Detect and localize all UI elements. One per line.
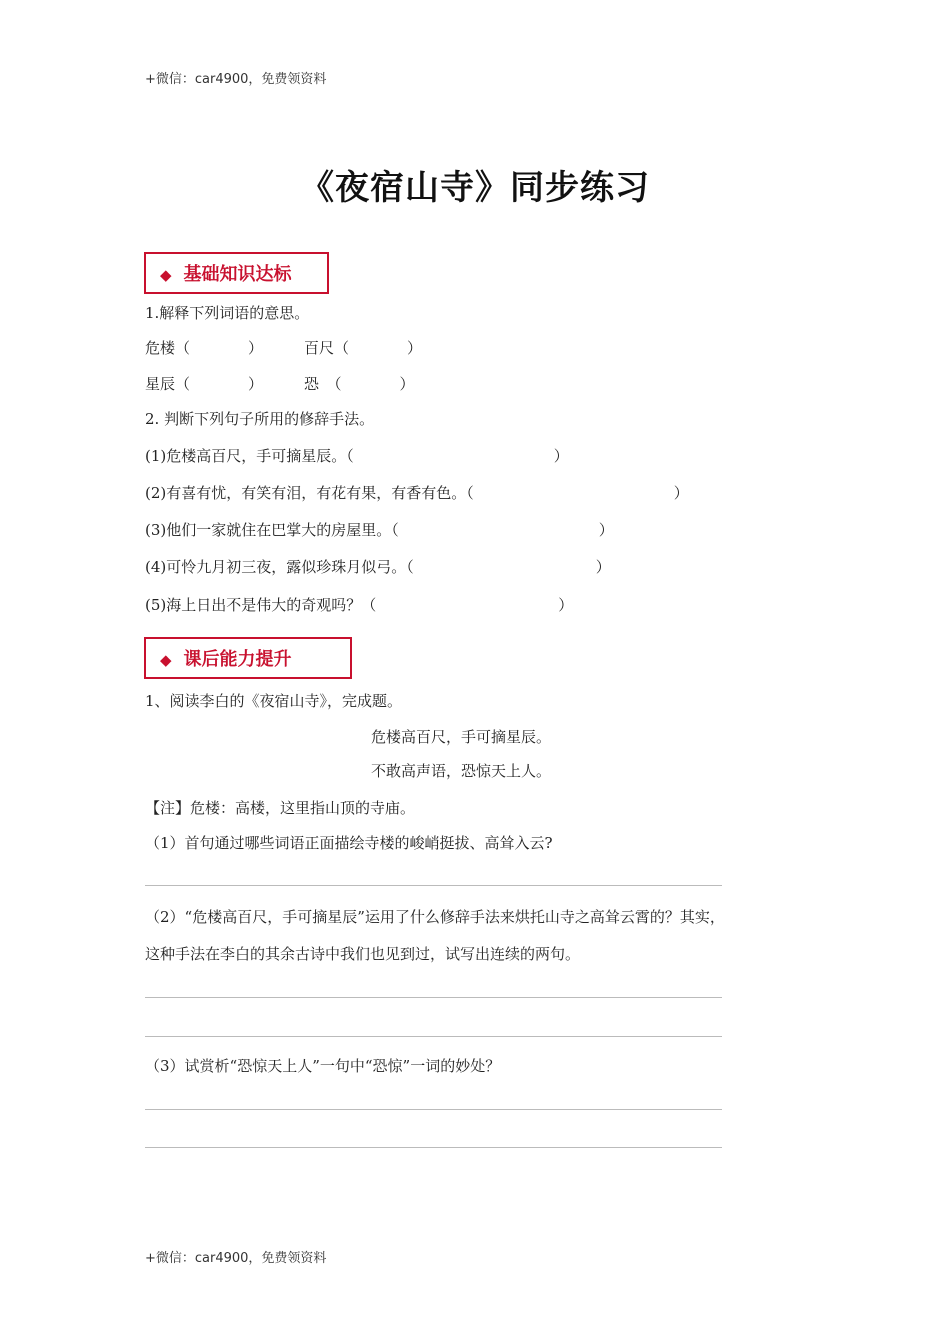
sub-question-3: （3）试赏析“恐惊天上人”一句中“恐惊”一词的妙处？ [145,1057,501,1075]
rhetoric-paren-end: ） [595,558,611,576]
vocab-paren-end: ） [248,375,264,393]
answer-line[interactable] [145,1036,722,1037]
rhetoric-paren-end: ） [598,521,614,539]
page-title: 《夜宿山寺》同步练习 [300,168,650,208]
sub-question-2-line-1: （2）“危楼高百尺，手可摘星辰”运用了什么修辞手法来烘托山寺之高耸云霄的？其实， [145,908,725,926]
vocab-word: 危楼（ [145,339,191,357]
answer-line[interactable] [145,997,722,998]
question-1-prompt: 1.解释下列词语的意思。 [145,304,310,322]
answer-line[interactable] [145,885,722,886]
watermark-top: +微信：car4900，免费领资料 [145,72,327,87]
poem-note [145,797,415,819]
rhetoric-text: (2)有喜有忧，有笑有泪，有花有果，有香有色。（ [145,484,474,502]
question-2-prompt: 2. 判断下列句子所用的修辞手法。 [145,410,375,428]
rhetoric-text: (3)他们一家就住在巴掌大的房屋里。（ [145,521,399,539]
rhetoric-text: (1)危楼高百尺，手可摘星辰。（ [145,447,354,465]
poem-line-2: 不敢高声语，恐惊天上人。 [371,762,552,780]
answer-line[interactable] [145,1109,722,1110]
rhetoric-paren-end: ） [558,596,574,614]
rhetoric-item-5 [145,594,573,616]
note-text: 危楼：高楼，这里指山顶的寺庙。 [190,799,416,817]
section-label: 基础知识达标 [183,264,292,285]
watermark-bottom: +微信：car4900，免费领资料 [145,1251,327,1266]
section-header-advanced [144,637,352,679]
rhetoric-paren-end: ） [673,484,689,502]
note-tag: 【注】 [145,799,191,817]
diamond-icon: ◆ [160,266,172,284]
section-label: 课后能力提升 [183,649,292,670]
rhetoric-item-1 [145,445,569,467]
poem-line-1: 危楼高百尺，手可摘星辰。 [371,728,552,746]
vocab-paren-end: ） [248,339,264,357]
rhetoric-item-3 [145,519,614,541]
rhetoric-item-2 [145,482,689,504]
rhetoric-text: (4)可怜九月初三夜，露似珍珠月似弓。（ [145,558,414,576]
vocab-word: 星辰（ [145,375,191,393]
rhetoric-text: (5)海上日出不是伟大的奇观吗？（ [145,596,377,614]
vocab-word: 恐 （ [304,375,342,393]
diamond-icon: ◆ [160,651,172,669]
reading-intro: 1、阅读李白的《夜宿山寺》，完成题。 [145,692,403,710]
section-header-basic [144,252,329,294]
rhetoric-item-4 [145,556,611,578]
vocab-word: 百尺（ [304,339,350,357]
vocab-item-baichi [304,337,422,359]
sub-question-2-line-2: 这种手法在李白的其余古诗中我们也见到过，试写出连续的两句。 [145,945,581,963]
answer-line[interactable] [145,1147,722,1148]
vocab-paren-end: ） [399,375,415,393]
vocab-paren-end: ） [407,339,423,357]
vocab-item-xingchen [145,373,263,395]
rhetoric-paren-end: ） [553,447,569,465]
sub-question-1: （1）首句通过哪些词语正面描绘寺楼的峻峭挺拔、高耸入云? [145,834,553,852]
vocab-item-weilou [145,337,263,359]
vocab-item-kong [304,373,415,395]
